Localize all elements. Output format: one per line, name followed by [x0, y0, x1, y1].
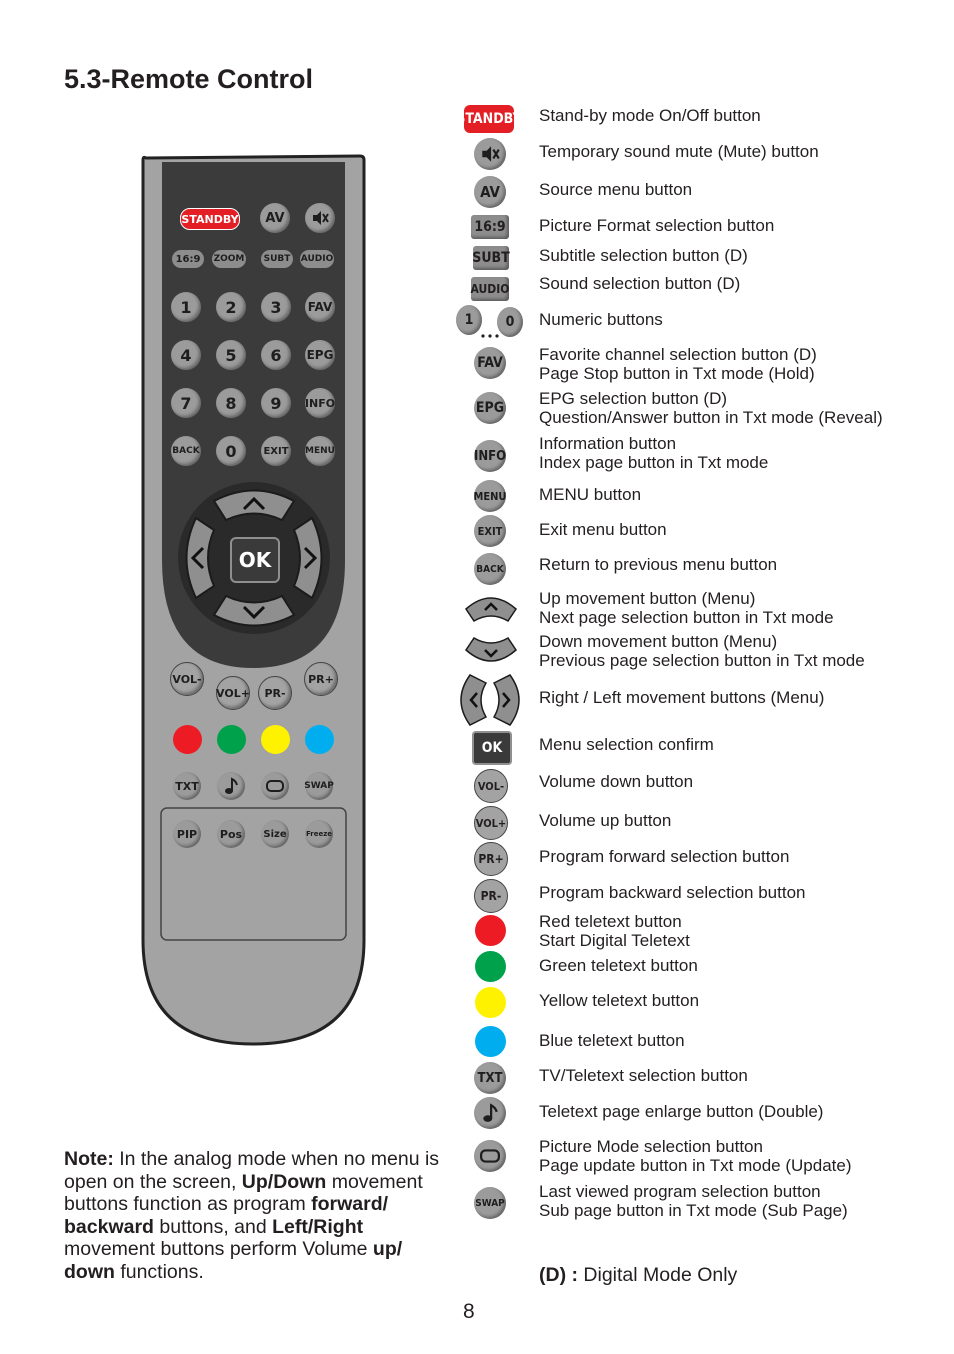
legend-icon-text: TXT — [477, 1070, 503, 1086]
number-button-3[interactable] — [261, 292, 291, 322]
legend-icon-text: FAV — [477, 355, 503, 371]
legend-icon-text: 16:9 — [474, 219, 506, 235]
av-button[interactable] — [260, 203, 290, 233]
legend-menu-icon — [474, 480, 506, 512]
vol-down-button[interactable] — [170, 662, 204, 696]
number-button-9[interactable] — [261, 388, 291, 418]
legend-item — [539, 913, 690, 950]
yellow-button[interactable] — [261, 725, 290, 754]
legend-aspect-icon — [471, 215, 509, 239]
size-label: Size — [263, 828, 287, 840]
legend-line: Index page button in Txt mode — [539, 452, 769, 472]
legend-item — [539, 181, 692, 200]
legend-item — [539, 275, 740, 294]
pr-down-button[interactable] — [258, 676, 292, 710]
fav-label: FAV — [307, 300, 333, 314]
legend-item — [539, 1067, 748, 1086]
legend-item — [539, 1103, 823, 1122]
legend-line: Stand-by mode On/Off button — [539, 106, 761, 125]
digital-note-text: Digital Mode Only — [577, 1264, 738, 1286]
audio-button[interactable] — [300, 250, 334, 268]
exit-label: EXIT — [263, 445, 289, 457]
subt-button[interactable] — [261, 250, 293, 268]
number-label: 7 — [180, 393, 192, 413]
aspect-label: 16:9 — [175, 253, 201, 265]
legend-icon-text: SUBT — [472, 250, 510, 266]
legend-swap-icon — [474, 1187, 506, 1219]
legend-item — [539, 736, 714, 755]
legend-icon-text: EPG — [475, 400, 505, 416]
legend-item — [539, 773, 693, 792]
number-label: 3 — [270, 297, 282, 317]
ellipsis-icon — [480, 333, 500, 339]
legend-up-icon — [464, 593, 518, 623]
legend-icon-text: INFO — [473, 448, 507, 464]
legend-pr-up-icon — [474, 842, 508, 876]
legend-down-icon — [464, 636, 518, 666]
legend-txt-icon — [474, 1062, 506, 1094]
legend-line: Red teletext button — [539, 912, 682, 931]
legend-item — [539, 1183, 848, 1220]
legend-item — [539, 143, 819, 162]
note-bold: Left/Right — [272, 1215, 364, 1238]
legend-icon-text: MENU — [473, 489, 507, 503]
legend-line: Program forward selection button — [539, 847, 790, 866]
vol-up-label: VOL+ — [216, 686, 250, 700]
mute-button[interactable] — [305, 203, 335, 233]
legend-left-right-icon — [456, 673, 524, 727]
legend-yellow-icon — [475, 987, 506, 1018]
aspect-button[interactable] — [172, 250, 204, 268]
note-text: movement buttons function as program — [64, 1170, 423, 1215]
number-label: 4 — [180, 345, 192, 365]
legend-icon-text: VOL+ — [475, 816, 507, 830]
legend-line: MENU button — [539, 485, 642, 504]
legend-item — [539, 812, 671, 831]
legend-line: Up movement button (Menu) — [539, 589, 756, 608]
standby-label: STANDBY — [181, 212, 239, 226]
legend-item — [539, 957, 698, 976]
pr-down-label: PR- — [264, 686, 286, 700]
pr-up-label: PR+ — [308, 672, 334, 686]
subt-label: SUBT — [263, 254, 291, 264]
pr-up-button[interactable] — [304, 662, 338, 696]
legend-icon-text: 0 — [505, 314, 515, 330]
legend-line: Numeric buttons — [539, 310, 663, 329]
legend-icon-text: STANDBY — [456, 111, 522, 127]
ok-label: OK — [238, 548, 272, 572]
legend-line: Temporary sound mute (Mute) button — [539, 142, 819, 161]
legend-line: Favorite channel selection button (D) — [539, 345, 817, 364]
legend-subt-icon — [473, 246, 509, 270]
legend-line: Previous page selection button in Txt mode — [539, 650, 865, 670]
standby-button[interactable] — [180, 208, 240, 230]
legend-numeric-icon — [456, 305, 524, 341]
note-bold: up/ down — [64, 1238, 403, 1283]
txt-label: TXT — [175, 779, 199, 793]
page-title: 5.3-Remote Control — [64, 64, 314, 94]
legend-item — [539, 217, 774, 236]
zoom-label: ZOOM — [213, 254, 245, 264]
audio-label: AUDIO — [300, 254, 334, 264]
legend-line: Volume up button — [539, 811, 672, 830]
pos-label: Pos — [219, 827, 243, 841]
epg-label: EPG — [306, 348, 334, 362]
legend-number-0-icon — [497, 307, 523, 337]
legend-item — [539, 992, 699, 1011]
number-label: 0 — [225, 441, 237, 461]
info-label: INFO — [304, 396, 336, 410]
legend-line: Subtitle selection button (D) — [539, 246, 748, 265]
legend-line: Blue teletext button — [539, 1031, 685, 1050]
legend-ok-icon — [472, 731, 512, 765]
legend-green-icon — [475, 951, 506, 982]
legend-blue-icon — [475, 1026, 506, 1057]
av-label: AV — [265, 210, 285, 226]
legend-line: Page Stop button in Txt mode (Hold) — [539, 363, 815, 383]
number-label: 9 — [270, 393, 282, 413]
red-button[interactable] — [173, 725, 202, 754]
legend-item — [539, 521, 667, 540]
info-button[interactable] — [305, 388, 335, 418]
legend-line: Return to previous menu button — [539, 555, 778, 574]
legend-line: Source menu button — [539, 180, 693, 199]
legend-av-icon — [474, 176, 506, 208]
legend-line: Menu selection confirm — [539, 735, 714, 754]
freeze-label: Freeze — [305, 830, 333, 838]
legend-red-icon — [475, 915, 506, 946]
number-button-6[interactable] — [261, 340, 291, 370]
legend-vol-down-icon — [474, 769, 508, 803]
legend-icon-text: VOL- — [477, 779, 505, 793]
digital-note-label: (D) : — [539, 1264, 578, 1286]
legend-icon-text: PR- — [480, 889, 502, 903]
legend-mute-icon — [474, 138, 506, 170]
legend-item — [539, 107, 761, 126]
legend-line: EPG selection button (D) — [539, 389, 728, 408]
note-label: Note: — [64, 1148, 114, 1170]
legend-icon-text: BACK — [476, 563, 504, 575]
vol-up-button[interactable] — [216, 676, 250, 710]
legend-exit-icon — [474, 515, 506, 547]
digital-mode-note — [539, 1264, 737, 1287]
legend-audio-icon — [471, 277, 509, 301]
legend-item — [539, 556, 777, 575]
screen-icon — [266, 780, 284, 792]
legend-item — [539, 689, 824, 708]
back-label: BACK — [172, 446, 200, 456]
legend-line: Down movement button (Menu) — [539, 632, 778, 651]
size-button[interactable] — [261, 820, 289, 848]
number-button-4[interactable] — [171, 340, 201, 370]
number-label: 6 — [270, 345, 282, 365]
back-button[interactable] — [171, 436, 201, 466]
ok-button[interactable] — [230, 537, 280, 583]
note-paragraph — [64, 1148, 456, 1283]
number-label: 5 — [225, 345, 237, 365]
legend-screen-icon — [474, 1140, 506, 1172]
legend-item — [539, 1032, 685, 1051]
note-text: functions. — [114, 1260, 204, 1283]
number-button-8[interactable] — [216, 388, 246, 418]
legend-line: Teletext page enlarge button (Double) — [539, 1102, 824, 1121]
legend-item — [539, 247, 748, 266]
legend-line: Green teletext button — [539, 956, 698, 975]
legend-standby-icon — [456, 105, 522, 133]
legend-icon-text: OK — [481, 740, 503, 756]
zoom-button[interactable] — [212, 250, 246, 268]
double-button[interactable] — [217, 772, 245, 800]
note-text: movement buttons perform Volume — [64, 1238, 373, 1260]
legend-item — [539, 590, 834, 627]
legend-music-note-icon — [474, 1097, 506, 1129]
legend-line: Picture Mode selection button — [539, 1137, 763, 1156]
vol-down-label: VOL- — [172, 672, 202, 686]
legend-item — [539, 1138, 852, 1175]
legend-item — [539, 848, 789, 867]
number-label: 2 — [225, 297, 237, 317]
legend-fav-icon — [474, 347, 506, 379]
note-text: buttons, and — [153, 1215, 273, 1238]
legend-line: Question/Answer button in Txt mode (Reveal) — [539, 407, 883, 427]
txt-button[interactable] — [173, 772, 201, 800]
number-button-7[interactable] — [171, 388, 201, 418]
legend-line: Program backward selection button — [539, 883, 806, 902]
note-bold: forward/ backward — [64, 1193, 389, 1238]
exit-button[interactable] — [261, 436, 291, 466]
note-text: In the analog mode when no menu is open on the screen, — [64, 1148, 440, 1193]
legend-line: Start Digital Teletext — [539, 930, 690, 950]
legend-back-icon — [474, 553, 506, 585]
legend-line: Exit menu button — [539, 520, 667, 539]
legend-icon-text: 1 — [464, 312, 474, 328]
legend-icon-text: PR+ — [478, 852, 504, 866]
number-label: 8 — [225, 393, 237, 413]
fav-button[interactable] — [305, 292, 335, 322]
legend-item — [539, 633, 865, 670]
legend-icon-text: AUDIO — [470, 282, 510, 296]
page-number: 8 — [463, 1300, 475, 1323]
legend-line: Page update button in Txt mode (Update) — [539, 1155, 852, 1175]
menu-button[interactable] — [305, 436, 335, 466]
music-note-icon — [223, 777, 239, 795]
legend-icon-text: EXIT — [477, 524, 503, 538]
legend-icon-text: AV — [480, 183, 500, 201]
number-label: 1 — [180, 297, 192, 317]
epg-button[interactable] — [305, 340, 335, 370]
remote-body — [0, 0, 460, 1060]
legend-item — [539, 435, 768, 472]
note-bold: Up/Down — [241, 1170, 327, 1193]
legend-vol-up-icon — [474, 806, 508, 840]
number-button-2[interactable] — [216, 292, 246, 322]
swap-button[interactable] — [305, 772, 333, 800]
mute-icon — [310, 208, 330, 228]
legend-epg-icon — [474, 392, 506, 424]
green-button[interactable] — [217, 725, 246, 754]
legend-line: Volume down button — [539, 772, 694, 791]
legend-line: Yellow teletext button — [539, 991, 700, 1010]
legend-item — [539, 486, 641, 505]
legend-item — [539, 884, 805, 903]
legend-line: Picture Format selection button — [539, 216, 775, 235]
legend-item — [539, 311, 663, 330]
pos-button[interactable] — [217, 820, 245, 848]
number-button-5[interactable] — [216, 340, 246, 370]
legend-line: Information button — [539, 434, 677, 453]
number-button-1[interactable] — [171, 292, 201, 322]
legend-icon-text: SWAP — [475, 1197, 505, 1209]
blue-button[interactable] — [305, 725, 334, 754]
legend-line: Sound selection button (D) — [539, 274, 741, 293]
legend-item — [539, 390, 883, 427]
remote-control — [0, 0, 460, 1060]
pip-label: PIP — [176, 827, 198, 841]
picture-mode-button[interactable] — [261, 772, 289, 800]
menu-label: MENU — [305, 446, 335, 456]
number-button-0[interactable] — [216, 436, 246, 466]
legend-item — [539, 346, 817, 383]
legend-line: Sub page button in Txt mode (Sub Page) — [539, 1200, 848, 1220]
legend-pr-down-icon — [474, 879, 508, 913]
legend-line: TV/Teletext selection button — [539, 1066, 748, 1085]
legend-line: Next page selection button in Txt mode — [539, 607, 834, 627]
legend-line: Right / Left movement buttons (Menu) — [539, 688, 825, 707]
legend-line: Last viewed program selection button — [539, 1182, 821, 1201]
legend-number-1-icon — [456, 305, 482, 335]
pip-button[interactable] — [173, 820, 201, 848]
freeze-button[interactable] — [305, 820, 333, 848]
swap-label: SWAP — [304, 781, 334, 791]
legend-info-icon — [474, 440, 506, 472]
